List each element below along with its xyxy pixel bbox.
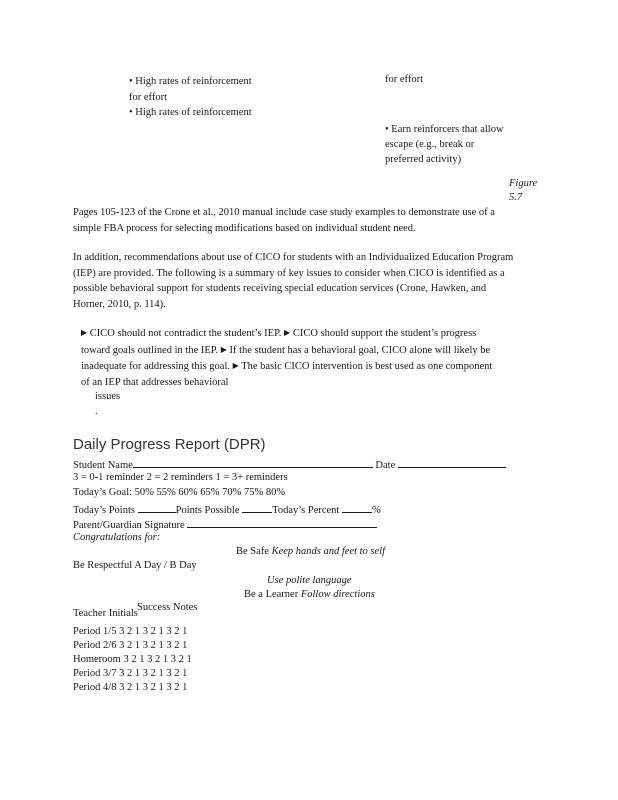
paragraph-line: (IEP) are provided. The following is a summary of key issues to consider when CICO is identified as a xyxy=(73,267,505,279)
figure-number: 5.7 xyxy=(509,192,523,203)
arrow-icon: ▶ xyxy=(81,328,88,337)
teacher-initials-header: Teacher Initials xyxy=(73,608,138,619)
todays-percent-field[interactable] xyxy=(342,503,372,513)
right-bullet-line-2: escape (e.g., break or xyxy=(385,139,475,150)
arrow-icon: ▶ xyxy=(232,361,239,370)
iep-points xyxy=(81,325,541,390)
student-name-label: Student Name xyxy=(73,460,133,471)
paragraph-line: possible behavioral support for students receiving special education services (Crone, Hawken, and xyxy=(73,283,487,294)
iep-line: of an IEP that addresses behavioral xyxy=(81,376,229,388)
student-name-row xyxy=(73,458,506,472)
signature-row xyxy=(73,518,377,532)
signature-label: Parent/Guardian Signature xyxy=(73,520,185,531)
right-bullet-line-3: preferred activity) xyxy=(385,154,462,165)
arrow-icon: ▶ xyxy=(220,344,227,354)
paragraph-line: In addition, recommendations about use of CICO for students with an Individualized Education Program xyxy=(73,252,514,263)
period-row: Period 1/5 3 2 1 3 2 1 3 2 1 xyxy=(73,626,188,637)
date-field[interactable] xyxy=(398,458,506,468)
percent-sign: % xyxy=(371,505,381,516)
todays-points-label: Today’s Points xyxy=(73,505,135,516)
period-row: Period 2/6 3 2 1 3 2 1 3 2 1 xyxy=(73,640,188,651)
be-learner-label: Be a Learner xyxy=(244,589,301,600)
right-text-line: for effort xyxy=(385,74,423,85)
arrow-icon: ▶ xyxy=(284,328,291,337)
figure-label: Figure xyxy=(509,178,538,189)
left-bullet-1: • High rates of reinforcement xyxy=(129,76,252,87)
points-possible-field[interactable] xyxy=(242,503,272,513)
iep-line: ▶ CICO should not contradict the student’s IEP. ▶ CICO should support the student’s progress xyxy=(81,328,477,339)
be-safe-label: Be Safe xyxy=(236,546,272,557)
be-safe-behavior: Keep hands and feet to self xyxy=(271,546,386,557)
paragraph-line: Horner, 2010, p. 114). xyxy=(73,298,166,310)
left-bullet-2: • High rates of reinforcement xyxy=(129,107,252,118)
dpr-title: Daily Progress Report (DPR) xyxy=(73,436,266,453)
paragraph-line: simple FBA process for selecting modifications based on individual student need. xyxy=(73,222,416,234)
be-safe-row xyxy=(236,547,385,558)
points-possible-label: Points Possible xyxy=(175,505,240,516)
student-name-field[interactable] xyxy=(133,458,373,468)
todays-percent-label: Today’s Percent xyxy=(272,505,340,516)
reminder-scale: 3 = 0-1 reminder 2 = 2 reminders 1 = 3+ reminders xyxy=(73,472,288,483)
todays-points-field[interactable] xyxy=(138,503,176,513)
paragraph-line: Pages 105-123 of the Crone et al., 2010 manual include case study examples to demonstrate use of a xyxy=(73,207,495,218)
left-bullet-1-cont: for effort xyxy=(129,92,167,103)
todays-goal: Today’s Goal: 50% 55% 60% 65% 70% 75% 80% xyxy=(73,487,286,498)
be-respectful-row: Be Respectful A Day / B Day xyxy=(73,560,197,571)
paragraph-iep-recommendations xyxy=(73,250,543,312)
period-row: Period 4/8 3 2 1 3 2 1 3 2 1 xyxy=(73,682,188,693)
iep-period: . xyxy=(95,406,98,417)
right-bullet-line-1: • Earn reinforcers that allow xyxy=(385,124,504,135)
date-label: Date xyxy=(375,460,396,471)
use-polite-language: Use polite language xyxy=(267,575,352,586)
success-notes-header: Success Notes xyxy=(137,602,198,613)
period-row: Homeroom 3 2 1 3 2 1 3 2 1 xyxy=(73,654,192,665)
iep-line: toward goals outlined in the IEP. ▶ If the student has a behavioral goal, CICO alone will likely be xyxy=(81,344,491,356)
congratulations-label: Congratulations for: xyxy=(73,532,161,543)
iep-issues-word: issues xyxy=(95,391,121,402)
signature-field[interactable] xyxy=(187,518,377,528)
be-learner-behavior: Follow directions xyxy=(300,589,375,600)
paragraph-crone-manual xyxy=(73,205,543,236)
be-learner-row xyxy=(244,590,375,601)
points-row xyxy=(73,503,381,517)
period-row: Period 3/7 3 2 1 3 2 1 3 2 1 xyxy=(73,668,188,679)
iep-line: inadequate for addressing this goal. ▶ The basic CICO intervention is best used as one component xyxy=(81,361,493,372)
